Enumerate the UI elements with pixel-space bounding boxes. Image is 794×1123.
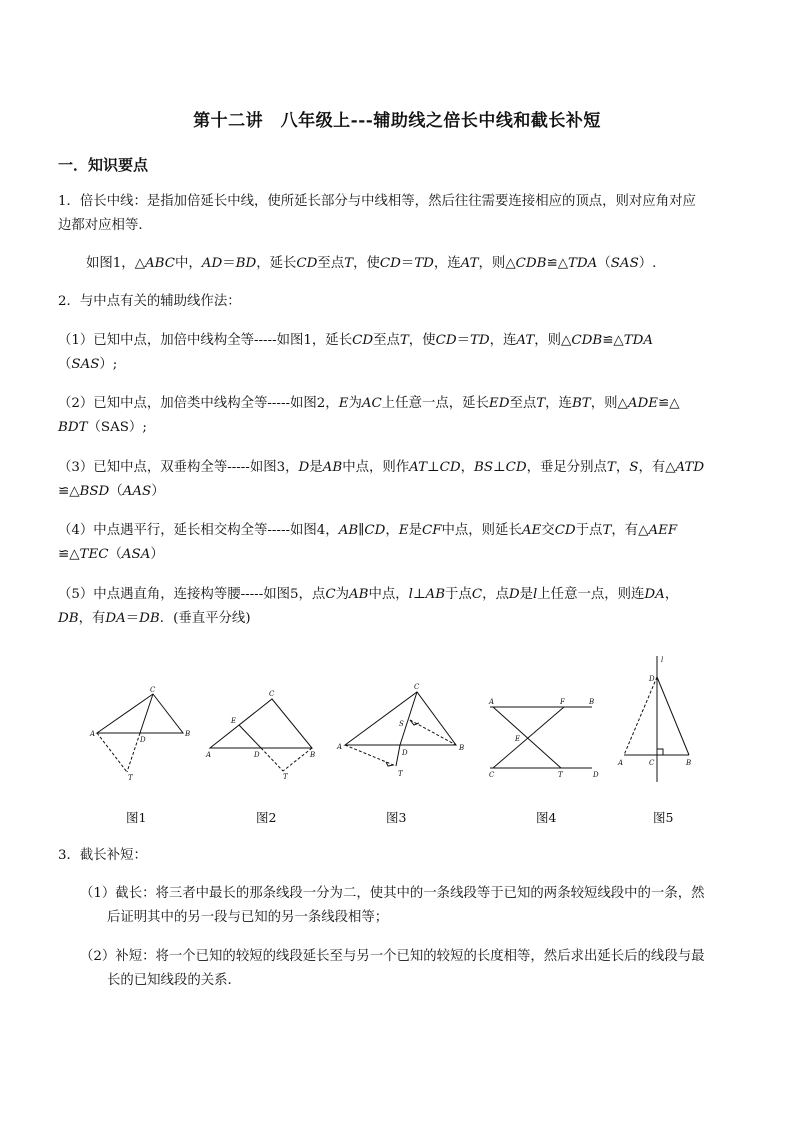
page-title: 第十二讲 八年级上---辅助线之倍长中线和截长补短 bbox=[193, 111, 601, 131]
extend-short-item: （2）补短：将一个已知的较短的线段延长至与另一个已知的较短的长度相等，然后求出延长后的线段与最 长的已知线段的关系． bbox=[80, 949, 705, 988]
fig1-label-a: A bbox=[90, 730, 96, 738]
fig5-label-a: A bbox=[618, 759, 624, 767]
figure-5 bbox=[624, 656, 692, 782]
fig3-label-a: A bbox=[337, 743, 343, 751]
method-item-2: （2）已知中点，加倍类中线构全等-----如图2，E为AC上任意一点，延长ED至点T，连BT，则△ADE≌△ BDT（SAS）; bbox=[58, 396, 680, 435]
method-item-1: （1）已知中点，加倍中线构全等-----如图1，延长CD至点T，使CD＝TD，连AT，则△CDB≌△TDA （SAS）; bbox=[58, 333, 654, 372]
figure-caption-2: 图2 bbox=[256, 810, 277, 825]
fig4-label-d: D bbox=[593, 771, 599, 779]
fig4-label-t: T bbox=[558, 771, 563, 779]
method-item-3: （3）已知中点，双垂构全等-----如图3，D是AB中点，则作AT⊥CD，BS⊥CD，垂足分别点T，S，有△ATD ≌△BSD（AAS） bbox=[58, 460, 705, 499]
figure-caption-4: 图4 bbox=[536, 810, 557, 825]
figure-2 bbox=[210, 699, 312, 771]
method-item-5: （5）中点遇直角，连接构等腰-----如图5，点C为AB中点，l⊥AB于点C，点D是l上任意一点，则连DA， DB，有DA＝DB．(垂直平分线) bbox=[58, 587, 679, 626]
figure-5-labels bbox=[617, 656, 691, 767]
fig2-label-t: T bbox=[283, 773, 288, 781]
paragraph-double-median bbox=[58, 190, 744, 238]
fig2-label-b: B bbox=[310, 751, 316, 759]
paragraph-line: 1．倍长中线：是指加倍延长中线，使所延长部分与中线相等，然后往往需要连接相应的顶点，则对应角对应 bbox=[58, 194, 696, 209]
section-heading-knowledge: 一．知识要点 bbox=[58, 156, 149, 174]
fig2-label-c: C bbox=[269, 690, 275, 698]
example-fig1: 如图1，△ABC中，AD＝BD，延长CD至点T，使CD＝TD，连AT，则△CDB≌△TDA（SAS）. bbox=[86, 256, 657, 271]
paragraph-midpoint-methods: 2．与中点有关的辅助线作法： bbox=[58, 294, 241, 309]
fig4-label-b: B bbox=[589, 698, 595, 706]
fig3-label-s: S bbox=[399, 720, 404, 728]
fig3-label-d: D bbox=[402, 749, 408, 757]
method-item-4: （4）中点遇平行，延长相交构全等-----如图4，AB∥CD，E是CF中点，则延长AE交CD于点T，有△AEF ≌△TEC（ASA） bbox=[58, 523, 678, 562]
fig2-label-a: A bbox=[206, 751, 212, 759]
fig3-label-t: T bbox=[398, 770, 403, 778]
fig5-label-c: C bbox=[649, 759, 655, 767]
paragraph-line: 边都对应相等． bbox=[58, 218, 152, 233]
fig3-label-b: B bbox=[459, 744, 465, 752]
figure-4 bbox=[490, 707, 592, 768]
figure-caption-5: 图5 bbox=[653, 810, 674, 825]
cut-long-item: （1）截长：将三者中最长的那条线段一分为二，使其中的一条线段等于已知的两条较短线段中的一条，然 后证明其中的另一段与已知的另一条线段相等； bbox=[80, 886, 705, 925]
figure-caption-1: 图1 bbox=[126, 810, 147, 825]
fig3-label-c: C bbox=[414, 683, 420, 691]
fig4-label-e: E bbox=[515, 735, 521, 743]
fig4-label-f: F bbox=[560, 698, 565, 706]
fig1-label-c: C bbox=[150, 686, 156, 694]
fig1-label-b: B bbox=[185, 730, 191, 738]
fig4-label-c: C bbox=[489, 771, 495, 779]
figure-1 bbox=[97, 694, 183, 772]
fig1-label-t: T bbox=[128, 774, 133, 782]
geometry-figures bbox=[0, 650, 794, 800]
fig5-label-l: l bbox=[661, 656, 664, 664]
figure-2-labels bbox=[205, 690, 315, 781]
fig5-label-b: B bbox=[686, 759, 692, 767]
figure-3 bbox=[345, 692, 456, 766]
paragraph-cut-and-extend: 3．截长补短： bbox=[58, 848, 147, 863]
fig4-label-a: A bbox=[489, 698, 495, 706]
fig2-label-d: D bbox=[254, 751, 260, 759]
figure-4-labels bbox=[488, 698, 599, 779]
fig5-label-d: D bbox=[649, 675, 655, 683]
fig1-label-d: D bbox=[140, 736, 146, 744]
fig2-label-e: E bbox=[231, 717, 237, 725]
figure-caption-3: 图3 bbox=[386, 810, 407, 825]
